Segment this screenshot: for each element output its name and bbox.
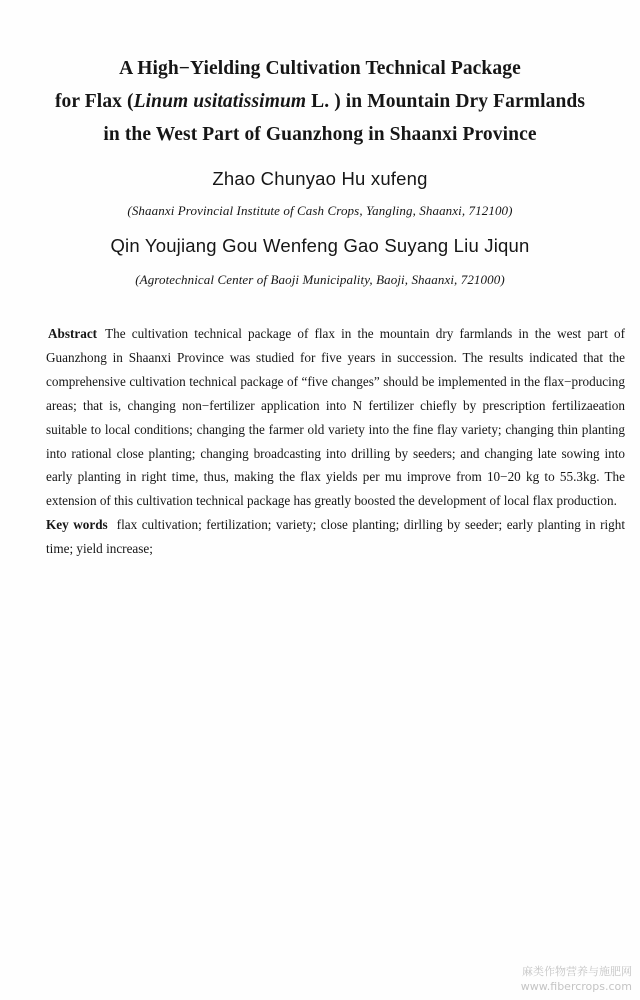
keywords-label: Key words <box>46 517 108 533</box>
keywords-text: flax cultivation; fertilization; variety; close planting; dirlling by seeder; early planting in right time; yield increase; <box>46 517 625 557</box>
site-watermark <box>521 964 632 994</box>
watermark-line-1: 麻类作物营养与施肥网 <box>522 965 632 978</box>
title-line-1: A High−Yielding Cultivation Technical Package <box>119 58 521 79</box>
title-line-2-post: L. ) in Mountain Dry Farmlands <box>306 91 586 112</box>
paper-title <box>20 52 620 151</box>
title-line-3: in the West Part of Guanzhong in Shaanxi Province <box>103 124 537 145</box>
authors-group-1: Zhao Chunyao Hu xufeng <box>212 168 428 189</box>
affiliation-2: (Agrotechnical Center of Baoji Municipality, Baoji, Shaanxi, 721000) <box>135 272 505 287</box>
keywords-paragraph <box>46 513 625 561</box>
affiliation-1: (Shaanxi Provincial Institute of Cash Crops, Yangling, Shaanxi, 712100) <box>127 203 513 218</box>
title-line-2 <box>20 85 620 118</box>
abstract-text: The cultivation technical package of flax in the mountain dry farmlands in the west part of Guanzhong in Shaanxi Province was studied for five years in succession. The results indicated that the comprehensive cultivation technical package of “five changes” should be implemented in the flax−producing areas; that is, changing non−fertilizer application into N fertilizer chiefly by prescription fertilizaeation suitable to local conditions; changing the farmer old variety into the fine flay variety; changing thin planting into rational close planting; changing broadcasting into drilling by seeders; and changing late sowing into early planting in right time, thus, making the flax yields per mu improve from 10−20 kg to 55.3kg. The extension of this cultivation technical package has greatly boosted the development of local flax production. <box>46 326 625 509</box>
abstract-paragraph <box>46 322 625 513</box>
title-species-name: Linum usitatissimum <box>133 91 307 112</box>
authors-group-2: Qin Youjiang Gou Wenfeng Gao Suyang Liu Jiqun <box>110 235 530 256</box>
abstract-section <box>46 322 625 561</box>
abstract-label: Abstract <box>48 326 98 341</box>
watermark-line-2: www.fibercrops.com <box>520 980 632 993</box>
title-line-2-pre: for Flax ( <box>54 91 134 112</box>
